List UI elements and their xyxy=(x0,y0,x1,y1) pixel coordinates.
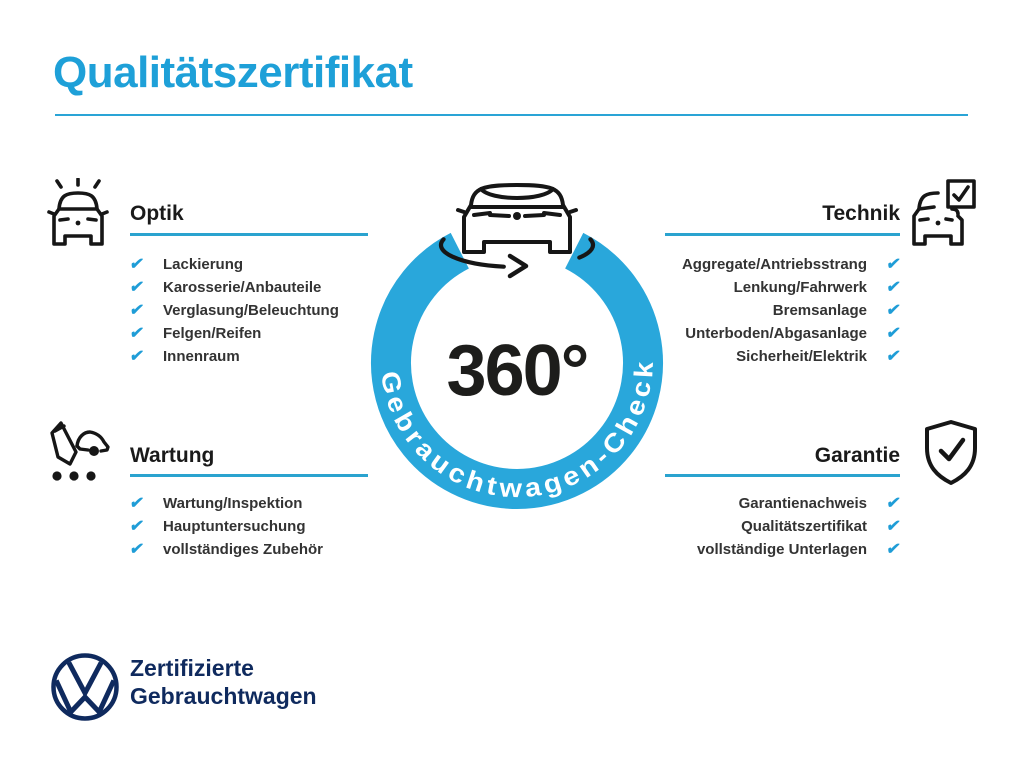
header-divider xyxy=(55,114,968,116)
pencil-car-checklist-icon xyxy=(44,416,114,486)
list-item: vollständige Unterlagen ✔ xyxy=(696,540,902,558)
section-title-technik: Technik xyxy=(822,202,900,225)
vw-logo xyxy=(48,650,122,724)
list-item: ✔ Innenraum xyxy=(128,347,240,365)
section-rule-optik xyxy=(130,233,368,236)
check-icon: ✔ xyxy=(128,324,145,342)
section-title-wartung: Wartung xyxy=(130,444,215,467)
list-item: Garantienachweis ✔ xyxy=(738,494,902,512)
check-icon: ✔ xyxy=(128,278,145,296)
list-item: Sicherheit/Elektrik ✔ xyxy=(736,347,902,365)
list-item: ✔ Karosserie/Anbauteile xyxy=(128,278,322,296)
check-icon: ✔ xyxy=(128,540,145,558)
page-title: Qualitätszertifikat xyxy=(53,48,413,97)
list-item: ✔ Hauptuntersuchung xyxy=(128,517,306,535)
360-check-ring-graphic xyxy=(357,155,677,520)
section-rule-wartung xyxy=(130,474,368,477)
check-icon: ✔ xyxy=(885,324,902,342)
optik-checklist xyxy=(130,253,339,368)
ring-curved-label: Gebrauchtwagen-Check xyxy=(374,358,660,504)
check-icon: ✔ xyxy=(885,540,902,558)
section-rule-technik xyxy=(665,233,900,236)
wartung-checklist xyxy=(130,492,323,561)
section-title-optik: Optik xyxy=(130,202,184,225)
list-item: ✔ Lackierung xyxy=(128,255,244,273)
brand-wordmark xyxy=(130,654,317,710)
check-icon: ✔ xyxy=(128,517,145,535)
section-title-garantie: Garantie xyxy=(814,444,900,467)
list-item: ✔ vollständiges Zubehör xyxy=(128,540,324,558)
list-item: Qualitätszertifikat ✔ xyxy=(741,517,902,535)
360-degree-value: 360° xyxy=(446,331,588,411)
list-item: Bremsanlage ✔ xyxy=(772,301,902,319)
list-item: Unterboden/Abgasanlage ✔ xyxy=(685,324,902,342)
car-checkbox-icon xyxy=(908,178,980,248)
check-icon: ✔ xyxy=(885,494,902,512)
check-icon: ✔ xyxy=(128,255,145,273)
check-icon: ✔ xyxy=(885,517,902,535)
section-rule-garantie xyxy=(665,474,900,477)
brand-line-1: Zertifizierte xyxy=(130,655,254,681)
list-item: ✔ Wartung/Inspektion xyxy=(128,494,303,512)
check-icon: ✔ xyxy=(128,494,145,512)
list-item: ✔ Felgen/Reifen xyxy=(128,324,262,342)
shield-check-icon xyxy=(920,418,982,490)
check-icon: ✔ xyxy=(885,278,902,296)
check-icon: ✔ xyxy=(885,347,902,365)
check-icon: ✔ xyxy=(885,301,902,319)
list-item: ✔ Verglasung/Beleuchtung xyxy=(128,301,339,319)
brand-line-2: Gebrauchtwagen xyxy=(130,683,317,709)
list-item: Aggregate/Antriebsstrang ✔ xyxy=(681,255,902,273)
check-icon: ✔ xyxy=(885,255,902,273)
car-front-rays-icon xyxy=(44,178,112,248)
list-item: Lenkung/Fahrwerk ✔ xyxy=(733,278,902,296)
check-icon: ✔ xyxy=(128,347,145,365)
check-icon: ✔ xyxy=(128,301,145,319)
